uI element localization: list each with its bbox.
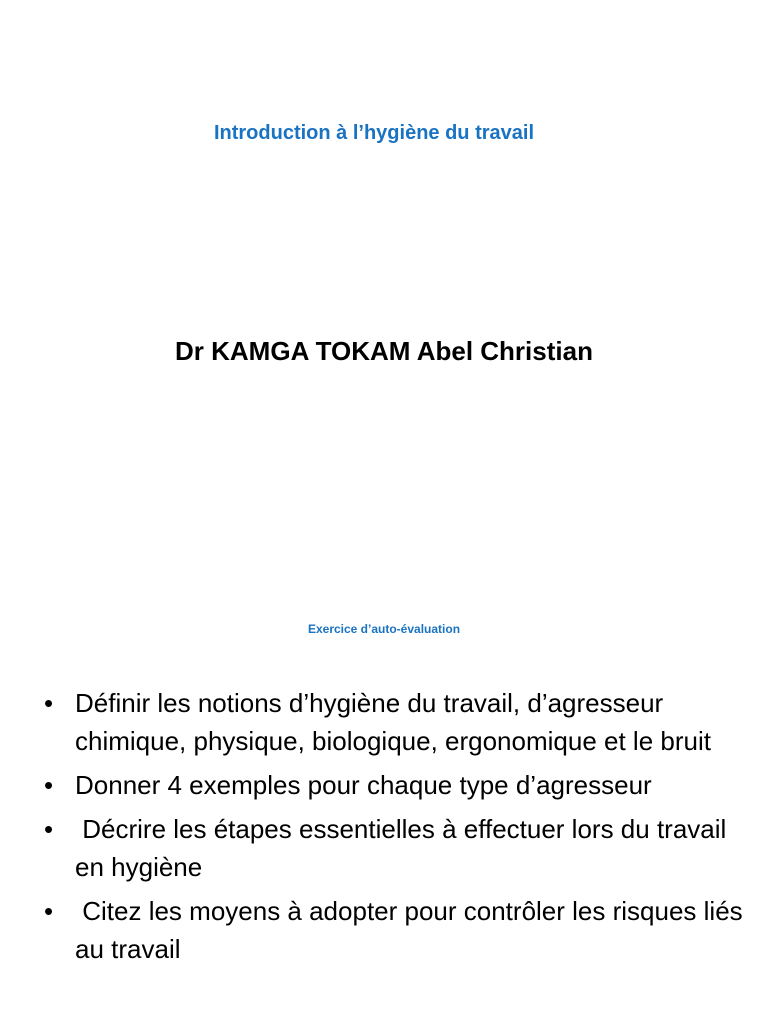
exercise-list	[38, 684, 748, 974]
section-heading: Exercice d’auto-évaluation	[307, 622, 461, 636]
bullet-icon: •	[44, 770, 54, 800]
list-item-text: Donner 4 exemples pour chaque type d’agresseur	[75, 770, 652, 800]
list-item-text: Définir les notions d’hygiène du travail, d’agresseur chimique, physique, biologique, ergonomique et le bruit	[75, 688, 711, 756]
list-item	[38, 810, 748, 886]
page-title: Introduction à l’hygiène du travail	[213, 122, 535, 144]
bullet-icon: •	[44, 688, 54, 718]
list-item	[38, 892, 748, 968]
list-item-text: Décrire les étapes essentielles à effectuer lors du travail en hygiène	[75, 814, 734, 882]
bullet-icon: •	[44, 896, 54, 926]
list-item-text: Citez les moyens à adopter pour contrôler les risques liés au travail	[75, 896, 750, 964]
author-name: Dr KAMGA TOKAM Abel Christian	[175, 336, 593, 366]
list-item	[38, 766, 748, 804]
bullet-icon: •	[44, 814, 54, 844]
list-item	[38, 684, 748, 760]
